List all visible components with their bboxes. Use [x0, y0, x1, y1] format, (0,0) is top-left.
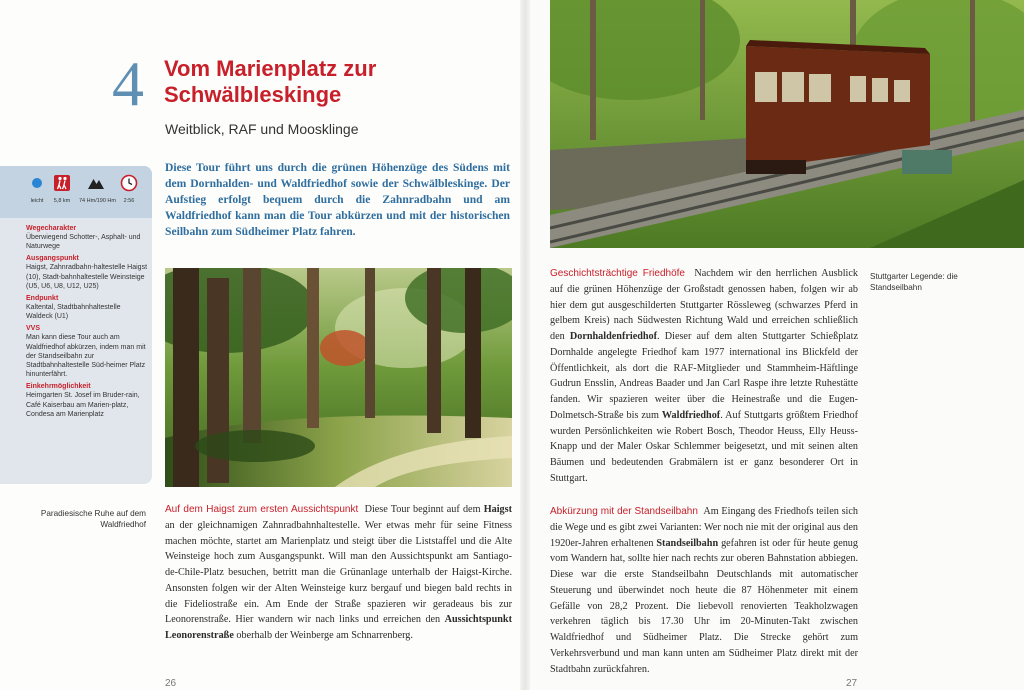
funicular-photo — [550, 0, 1024, 248]
section-bold: Dornhaldenfriedhof — [569, 331, 658, 342]
book-gutter — [520, 0, 530, 690]
section-text: Diese Tour beginnt auf dem — [364, 504, 484, 515]
clock-icon — [120, 174, 138, 192]
section-seilbahn — [550, 504, 858, 677]
stat-distance — [45, 174, 79, 204]
hiker-icon — [53, 174, 71, 192]
tour-title: Vom Marienplatz zur Schwälbleskinge — [164, 56, 377, 107]
section-text: an der gleichnamigen Zahnradbahnhaltestelle. Wer etwas mehr für seine Fitness machen möchte, startet am Marienplatz und steigt über die Liststaffel und die Alte Weinsteige hoch zum Ausgangspunkt. Will man den Aussichtspunkt am Santiago-de-Chile-Platz besuchen, betritt man die Grünanlage unterhalb der Haigst-Kirche. Ansonsten folgen wir der Alten Weinsteige kurz bergauf und biegen bald rechts in die Fideliostraße ein. Am Ende der Straße spazieren wir geradeaus bis zur Leonorenstraße. Hier wandern wir nach links und erreichen den — [165, 519, 512, 626]
section-text: Nachdem wir den herrlichen Ausblick auf die grünen Höhenzüge der Großstadt genossen haben, folgen wir ab hier dem gut ausgeschilderten Stuttgarter Rössleweg (schwarzes Pferd in gelbem Kreis) nach Südwesten Richtung Wald und erreichen schließlich den — [550, 268, 859, 342]
section-text: . Dieser auf dem alten Stuttgarter Schießplatz Dornhalde angelegte Friedhof kam 1977 international ins Blickfeld der Öffentlichkeit, als dort die RAF-Mitglieder und Stammheim-Häftlinge Gudrun Ensslin, Andreas Baader und Jan Carl Raspe ihre letzte Ruhestätte fanden. Wir spazieren weiter über die Heinestraße und die Eugen-Dolmetsch-Straße bis zum — [550, 331, 858, 421]
tour-info-sections — [26, 224, 148, 422]
info-heading: VVS — [26, 325, 41, 333]
section-text: . Auf Stuttgarts größtem Friedhof wurden Persönlichkeiten wie Robert Bosch, Theodor Heuss, Elly Heuss-Knapp und der Maler Oskar Schlemmer beigesetzt, und mit seinen alten Bäumen und bedeutenden Grabmälern ist er ganz besonderer Ort in Stuttgart. — [550, 409, 858, 484]
difficulty-dot-icon — [28, 174, 46, 192]
section-heading: Abkürzung mit der Standseilbahn — [550, 506, 698, 517]
tour-info-box — [0, 166, 152, 484]
section-heading: Geschichtsträchtige Friedhöfe — [550, 268, 685, 279]
forest-photo — [165, 268, 512, 487]
forest-photo-caption: Paradiesische Ruhe auf dem Waldfriedhof — [40, 509, 146, 529]
intro-paragraph: Diese Tour führt uns durch die grünen Höhenzüge des Südens mit dem Dornhalden- und Waldfriedhof sowie der Schwälbleskinge. Der Aufstieg erfolgt bequem durch die Zahnradbahn und am Waldfriedhof kann man die Tour abkürzen und mit der historischen Seilbahn zum Südheimer Platz fahren. — [165, 161, 510, 239]
info-heading: Ausgangspunkt — [26, 255, 79, 263]
tour-number: 4 — [112, 48, 144, 119]
info-text: Kaltental, Stadtbahnhaltestelle Waldeck (U1) — [26, 304, 121, 321]
forest-photo-image — [165, 268, 512, 487]
section-text: oberhalb der Weinberge am Schnarrenberg. — [233, 630, 413, 641]
info-text: Überwiegend Schotter-, Asphalt- und Naturwege — [26, 234, 141, 251]
funicular-photo-caption: Stuttgarter Legende: die Standseilbahn — [870, 272, 958, 292]
info-vvs — [26, 324, 148, 379]
section-heading: Auf dem Haigst zum ersten Aussichtspunkt — [165, 504, 359, 515]
info-heading: Endpunkt — [26, 295, 59, 303]
page-number-left: 26 — [165, 678, 177, 689]
tour-stats-bar — [0, 166, 152, 218]
section-bold: Aussichtspunkt Leonorenstraße — [165, 614, 512, 641]
section-friedhoefe — [550, 266, 858, 487]
funicular-photo-image — [550, 0, 1024, 248]
section-bold: Standseilbahn — [656, 537, 719, 549]
stat-duration — [112, 174, 146, 204]
info-refreshments — [26, 382, 148, 419]
info-end-point — [26, 294, 148, 321]
stat-elevation — [79, 174, 116, 204]
section-text: Am Eingang des Friedhofs teilen sich die Wege und es gibt zwei Varianten: Wer noch nie mit der original aus den 1920er-Jahren erhaltenen — [550, 506, 859, 549]
stat-label: 74 Hm/190 Hm — [79, 198, 116, 204]
section-bold: Haigst — [483, 504, 512, 515]
section-haigst — [165, 502, 512, 644]
info-text: Heimgarten St. Josef im Bruder-rain, Café Kaiserbau am Marien-platz, Condesa am Marienplatz — [26, 392, 140, 418]
tour-subtitle: Weitblick, RAF und Moosklinge — [165, 121, 359, 137]
stat-label: leicht — [30, 198, 44, 204]
info-heading: Einkehrmöglichkeit — [26, 383, 91, 391]
mountain-icon — [87, 174, 105, 192]
page-number-right: 27 — [846, 678, 858, 689]
info-heading: Wegecharakter — [26, 225, 77, 232]
info-trail-type — [26, 224, 148, 251]
section-text: gefahren ist oder für heute genug vom Wandern hat, sollte hier nach rechts zur oberen Bahnstation abbiegen. Diese war die erste Standseilbahn Deutschlands mit automatischer Steuerung und überwindet noch heute die 87 Höhenmeter mit einem Gefälle von 28,2 Prozent. Die liebevoll renovierten Teakholzwagen verkehren täglich bis 17.30 Uhr im 20-Minuten-Takt zwischen Waldfriedhof und Südheimer Platz. Die Strecke gehört zum Verkehrsverbund und man kann unten am Südheimer Platz direkt mit der Stadtbahn zurückfahren. — [550, 537, 858, 675]
info-text: Man kann diese Tour auch am Waldfriedhof abkürzen, indem man mit der Standseilbahn zur Stadtbahnhaltestelle Süd-heimer Platz hinunterfährt. — [26, 334, 146, 379]
section-bold: Waldfriedhof — [661, 409, 721, 421]
stat-label: 2:56 — [123, 198, 135, 204]
info-text: Haigst, Zahnradbahn-haltestelle Haigst (10), Stadt-bahnhaltestelle Weinsteige (U5, U6, U8, U12, U25) — [26, 264, 148, 290]
stat-label: 5,8 km — [53, 198, 71, 204]
info-start-point — [26, 254, 148, 291]
